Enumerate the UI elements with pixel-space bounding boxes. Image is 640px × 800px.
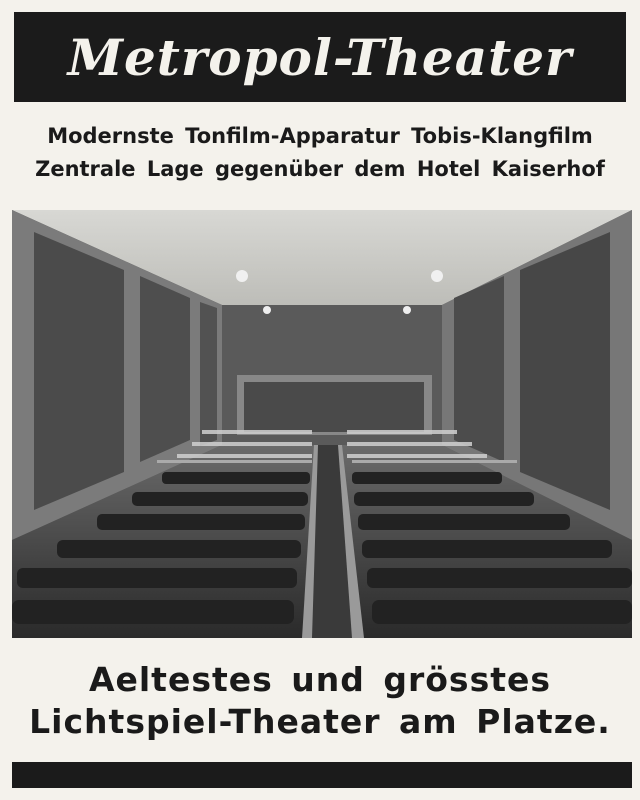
auditorium-photo: [12, 210, 632, 638]
theater-title: Metropol-Theater: [67, 27, 573, 87]
feature-line-location: Zentrale Lage gegenüber dem Hotel Kaiserhof: [35, 157, 605, 181]
title-banner: [14, 12, 626, 102]
feature-line-sound: Modernste Tonfilm-Apparatur Tobis-Klangfilm: [47, 124, 593, 148]
slogan-line-1: Aeltestes und grösstes: [88, 660, 552, 699]
slogan-line-2: Lichtspiel-Theater am Platze.: [29, 702, 611, 741]
footer-bar: [12, 762, 632, 788]
